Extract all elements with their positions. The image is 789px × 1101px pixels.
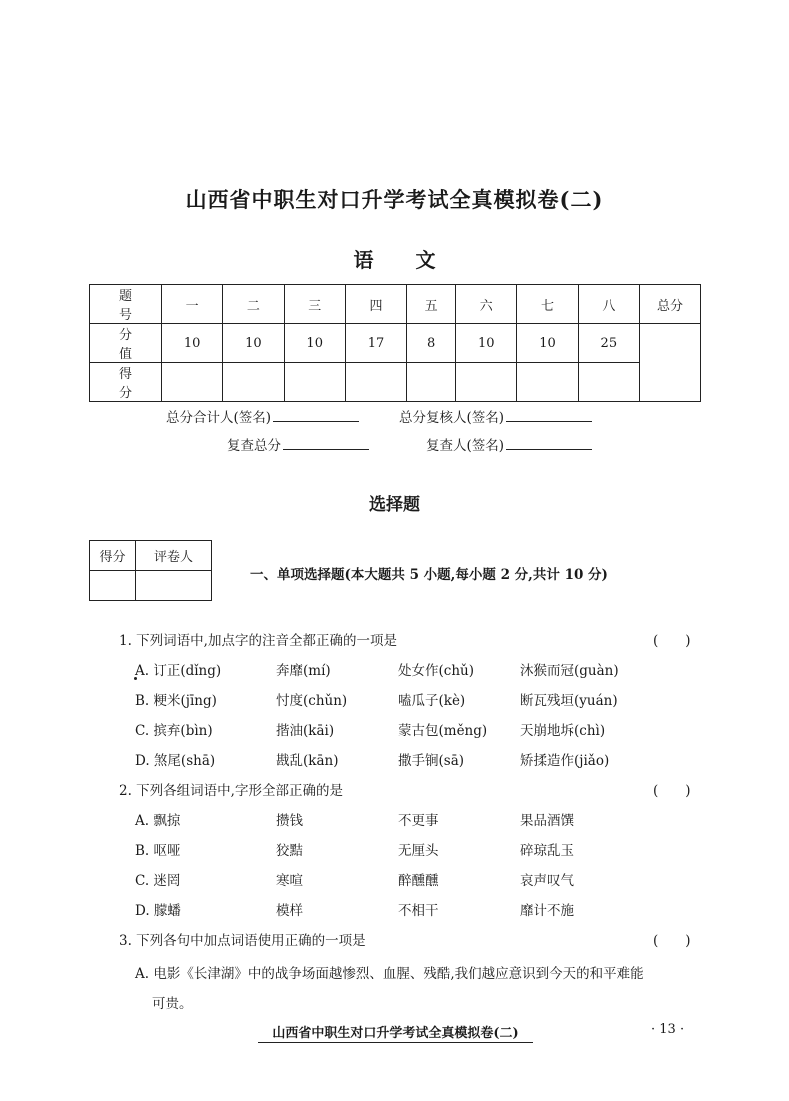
question-3-answer[interactable]: ( ): [653, 933, 691, 949]
signature-total-review: [399, 406, 592, 426]
q1-b-2: 忖度(chǔn): [276, 693, 348, 709]
q1-d-3: 撒手锏(sā): [398, 753, 465, 769]
score-table-value-row: [90, 324, 701, 363]
q1-a-1: A. 订正(dǐng): [135, 663, 222, 679]
col-8: 八: [578, 285, 639, 324]
signature-total-sum: [166, 406, 359, 426]
q1-option-a: [135, 659, 221, 679]
q1-a-4: 沐猴而冠(guàn): [520, 663, 619, 679]
value-4: 17: [345, 324, 406, 363]
score-cell-2[interactable]: [223, 363, 284, 402]
q1-d-1: D. 煞尾(shā): [135, 753, 216, 769]
q2-d-3: 不相干: [398, 903, 439, 919]
col-6: 六: [456, 285, 517, 324]
signature-recheck-total-label: 复查总分: [227, 438, 281, 454]
q2-a-3: 不更事: [398, 813, 439, 829]
grader-reviewer-cell[interactable]: [136, 571, 212, 601]
col-3: 三: [284, 285, 345, 324]
q2-d-2: 模样: [276, 903, 303, 919]
q2-a-4: 果品酒馔: [520, 813, 574, 829]
q2-c-2: 寒喧: [276, 873, 303, 889]
value-1: 10: [162, 324, 223, 363]
q1-b-3: 嗑瓜子(kè): [398, 693, 466, 709]
col-total: 总分: [640, 285, 701, 324]
score-cell-3[interactable]: [284, 363, 345, 402]
q1-a-2: 奔靡(mí): [276, 663, 331, 679]
grader-reviewer-label: 评卷人: [136, 541, 212, 571]
q2-b-4: 碎琼乱玉: [520, 843, 574, 859]
q1-c-1: C. 摈弃(bìn): [135, 723, 213, 739]
q1-d-4: 矫揉造作(jiǎo): [520, 753, 610, 769]
q2-c-1: C. 迷罔: [135, 873, 181, 889]
question-1-stem: 1. 下列词语中,加点字的注音全都正确的一项是: [119, 633, 397, 649]
signature-rechecker-blank[interactable]: [506, 435, 592, 450]
signature-recheck-total: [227, 434, 369, 454]
score-cell-8[interactable]: [578, 363, 639, 402]
q2-a-2: 攒钱: [276, 813, 303, 829]
score-cell-5[interactable]: [407, 363, 456, 402]
signature-total-review-label: 总分复核人(签名): [399, 410, 505, 426]
q2-d-4: 靡计不施: [520, 903, 574, 919]
page-number: · 13 ·: [651, 1022, 685, 1037]
q2-b-3: 无厘头: [398, 843, 439, 859]
signature-total-sum-label: 总分合计人(签名): [166, 410, 272, 426]
col-2: 二: [223, 285, 284, 324]
q1-c-4: 天崩地坼(chì): [520, 723, 606, 739]
q1-b-4: 断瓦残垣(yuán): [520, 693, 618, 709]
col-5: 五: [407, 285, 456, 324]
part-one-title: 一、单项选择题(本大题共 5 小题,每小题 2 分,共计 10 分): [250, 567, 608, 583]
signature-recheck-total-blank[interactable]: [283, 435, 369, 450]
q2-b-1: B. 呕哑: [135, 843, 181, 859]
score-label: 得 分: [90, 363, 162, 402]
q1-d-2: 戡乱(kān): [276, 753, 339, 769]
q2-b-2: 狡黠: [276, 843, 303, 859]
section-title: 选择题: [369, 495, 420, 515]
q2-d-1: D. 朦蟠: [135, 903, 181, 919]
q1-a-3: 处女作(chǔ): [398, 663, 474, 679]
score-cell-1[interactable]: [162, 363, 223, 402]
score-cell-6[interactable]: [456, 363, 517, 402]
subject-title: 语文: [353, 248, 478, 272]
grader-score-label: 得分: [90, 541, 136, 571]
value-2: 10: [223, 324, 284, 363]
exam-title: 山西省中职生对口升学考试全真模拟卷(二): [185, 187, 604, 212]
q3-option-a-line2: 可贵。: [152, 996, 193, 1012]
value-8: 25: [578, 324, 639, 363]
col-7: 七: [517, 285, 578, 324]
q1-b-1: B. 粳米(jīng): [135, 693, 217, 709]
signature-total-review-blank[interactable]: [506, 407, 592, 422]
q2-c-4: 哀声叹气: [520, 873, 574, 889]
signature-rechecker-label: 复查人(签名): [426, 438, 505, 454]
question-1-answer[interactable]: ( ): [653, 633, 691, 649]
col-1: 一: [162, 285, 223, 324]
score-table: [89, 284, 701, 402]
question-2-stem: 2. 下列各组词语中,字形全部正确的是: [119, 783, 343, 799]
value-3: 10: [284, 324, 345, 363]
value-5: 8: [407, 324, 456, 363]
score-cell-4[interactable]: [345, 363, 406, 402]
q2-c-3: 醉醺醺: [398, 873, 439, 889]
value-7: 10: [517, 324, 578, 363]
score-table-header-row: [90, 285, 701, 324]
q2-a-1: A. 飘掠: [135, 813, 181, 829]
score-cell-7[interactable]: [517, 363, 578, 402]
header-label: 题 号: [90, 285, 162, 324]
question-2-answer[interactable]: ( ): [653, 783, 691, 799]
signature-total-sum-blank[interactable]: [273, 407, 359, 422]
q3-option-a-line1: A. 电影《长津湖》中的战争场面越惨烈、血腥、残酷,我们越应意识到今天的和平难能: [135, 966, 644, 982]
question-3-stem: 3. 下列各句中加点词语使用正确的一项是: [119, 933, 366, 949]
q1-c-3: 蒙古包(měng): [398, 723, 488, 739]
page-footer: 山西省中职生对口升学考试全真模拟卷(二): [258, 1022, 533, 1043]
score-table-score-row: [90, 363, 701, 402]
col-4: 四: [345, 285, 406, 324]
grader-score-cell[interactable]: [90, 571, 136, 601]
value-label: 分 值: [90, 324, 162, 363]
total-score-cell[interactable]: [640, 324, 701, 402]
grader-table: [89, 540, 212, 601]
value-6: 10: [456, 324, 517, 363]
signature-rechecker: [426, 434, 592, 454]
q1-c-2: 揩油(kāi): [276, 723, 335, 739]
